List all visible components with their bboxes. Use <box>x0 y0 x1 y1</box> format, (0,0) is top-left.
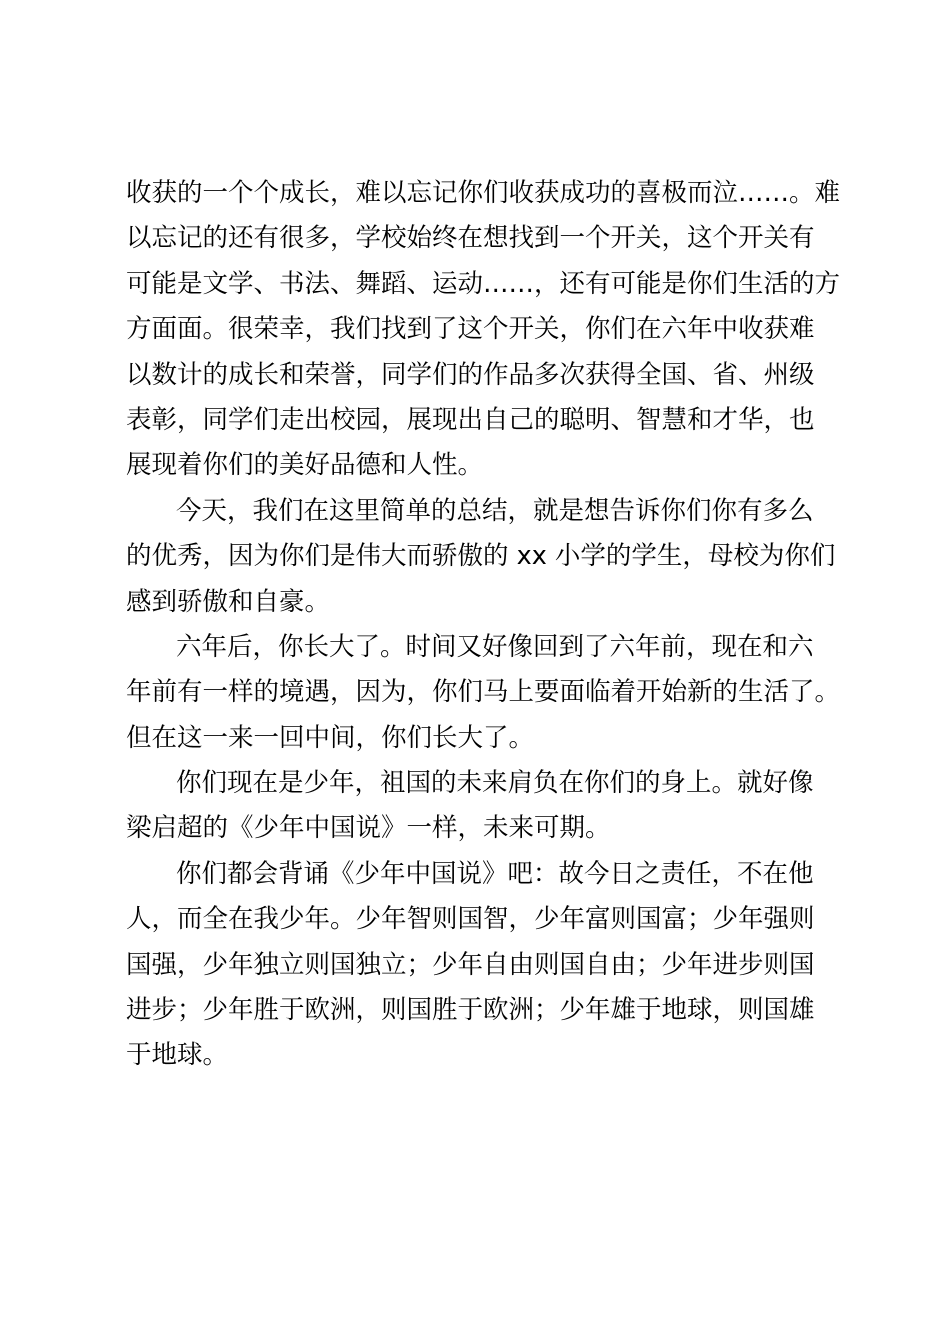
text-line: 可能是文学、书法、舞蹈、运动……，还有可能是你们生活的方 <box>126 268 841 299</box>
paragraph-5 <box>126 852 836 1079</box>
paragraph-1 <box>126 171 841 489</box>
text-line: 感到骄傲和自豪。 <box>126 586 331 617</box>
text-line: 人，而全在我少年。少年智则国智，少年富则国富；少年强则 <box>126 904 815 935</box>
paragraph-2 <box>126 489 836 625</box>
text-line: 的优秀，因为你们是伟大而骄傲的 xx 小学的学生，母校为你们 <box>126 541 836 572</box>
text-line: 以数计的成长和荣誉，同学们的作品多次获得全国、省、州级 <box>126 359 815 390</box>
text-line: 六年后，你长大了。时间又好像回到了六年前，现在和六 <box>176 631 814 662</box>
text-line: 但在这一来一回中间，你们长大了。 <box>126 722 535 753</box>
text-line: 于地球。 <box>126 1040 229 1071</box>
text-line: 年前有一样的境遇，因为，你们马上要面临着开始新的生活了。 <box>126 677 841 708</box>
text-line: 方面面。很荣幸，我们找到了这个开关，你们在六年中收获难 <box>126 314 815 345</box>
text-line: 你们都会背诵《少年中国说》吧：故今日之责任，不在他 <box>176 858 814 889</box>
text-line: 以忘记的还有很多，学校始终在想找到一个开关，这个开关有 <box>126 223 815 254</box>
text-line: 表彰，同学们走出校园，展现出自己的聪明、智慧和才华，也 <box>126 404 815 435</box>
document-body <box>126 171 841 1079</box>
text-line: 国强，少年独立则国独立；少年自由则国自由；少年进步则国 <box>126 949 815 980</box>
text-line: 你们现在是少年，祖国的未来肩负在你们的身上。就好像 <box>176 768 814 799</box>
text-line: 展现着你们的美好品德和人性。 <box>126 450 484 481</box>
text-line: 进步；少年胜于欧洲，则国胜于欧洲；少年雄于地球，则国雄 <box>126 995 815 1026</box>
text-line: 今天，我们在这里简单的总结，就是想告诉你们你有多么 <box>176 495 814 526</box>
paragraph-3 <box>126 625 841 761</box>
text-line: 梁启超的《少年中国说》一样，未来可期。 <box>126 813 611 844</box>
paragraph-4 <box>126 761 836 852</box>
text-line: 收获的一个个成长，难以忘记你们收获成功的喜极而泣……。难 <box>126 178 841 208</box>
